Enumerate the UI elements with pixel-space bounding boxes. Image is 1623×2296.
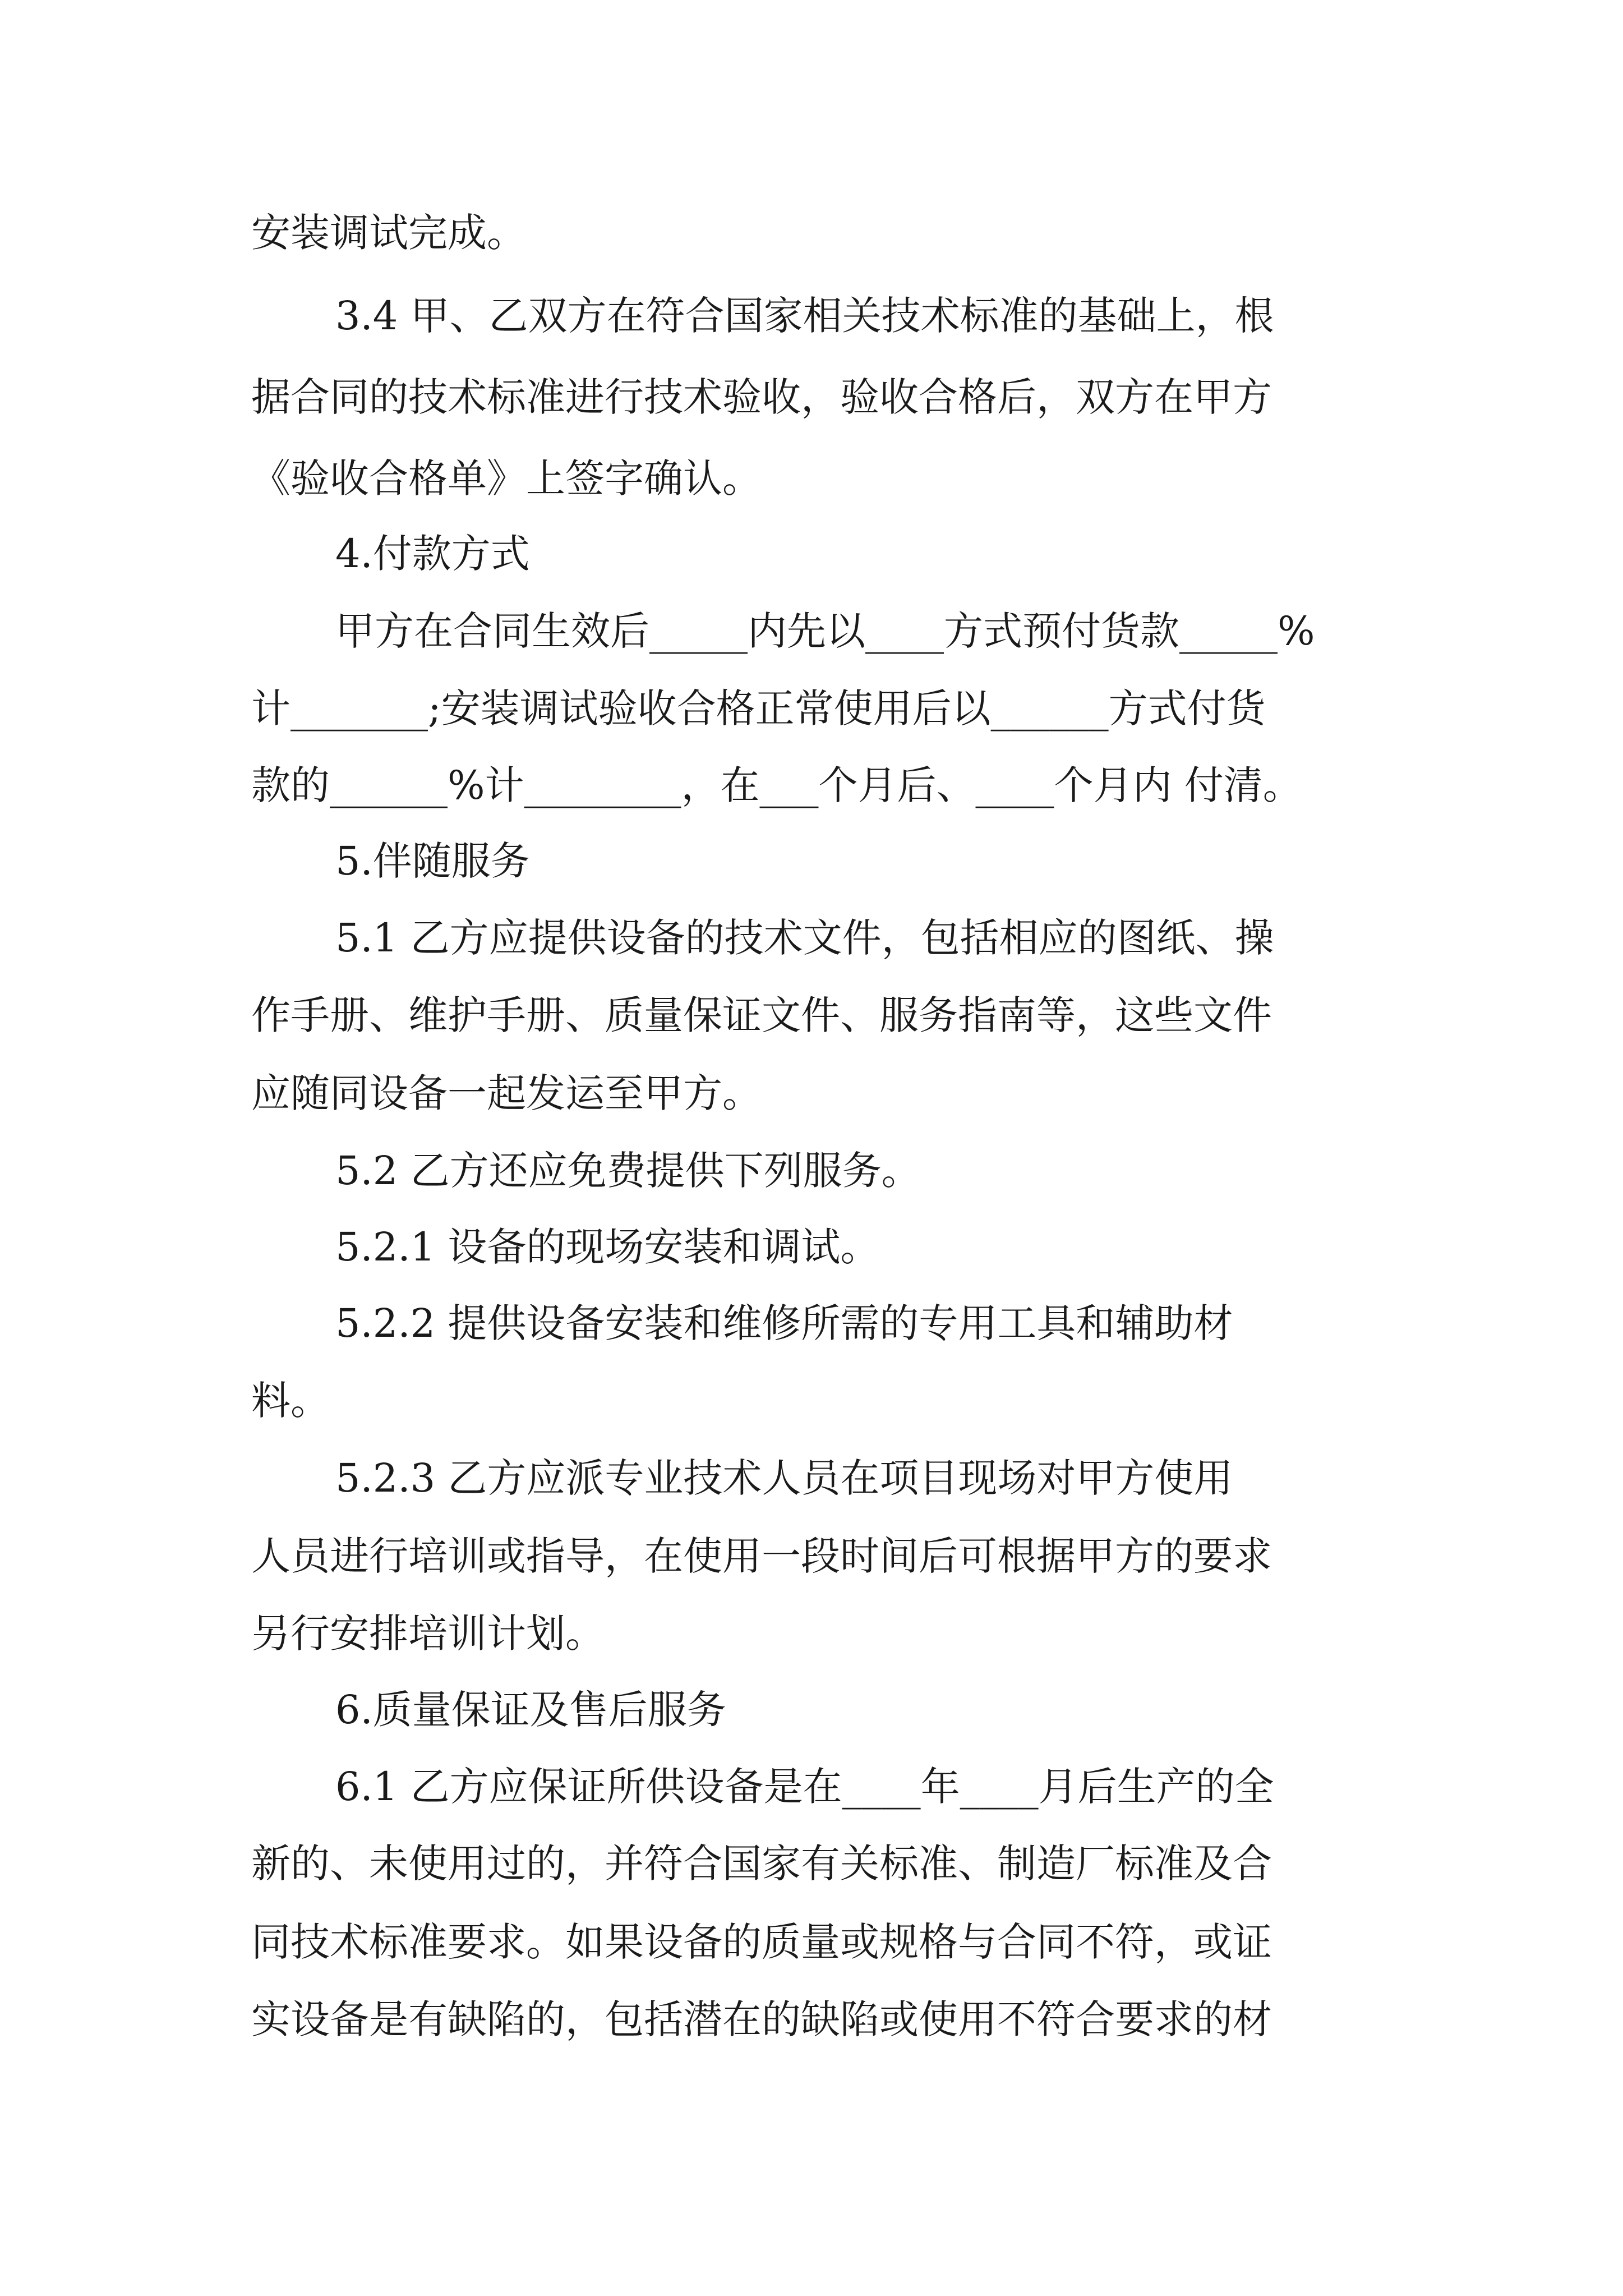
- text-line: 据合同的技术标准进行技术验收，验收合格后，双方在甲方: [251, 374, 1272, 420]
- text-line: 5.1 乙方应提供设备的技术文件，包括相应的图纸、操: [335, 915, 1274, 961]
- text-line: 款的______%计________，在___个月后、____个月内 付清。: [251, 762, 1302, 808]
- text-line: 料。: [251, 1378, 330, 1424]
- text-line: 甲方在合同生效后_____内先以____方式预付货款_____%: [335, 608, 1315, 654]
- text-line: 5.2.1 设备的现场安装和调试。: [335, 1224, 880, 1270]
- text-line: 《验收合格单》上签字确认。: [251, 455, 762, 501]
- text-line: 作手册、维护手册、质量保证文件、服务指南等，这些文件: [251, 992, 1272, 1038]
- text-line: 5.2.3 乙方应派专业技术人员在项目现场对甲方使用: [335, 1455, 1233, 1501]
- text-line: 6.1 乙方应保证所供设备是在____年____月后生产的全: [335, 1764, 1274, 1810]
- text-line: 新的、未使用过的，并符合国家有关标准、制造厂标准及合: [251, 1841, 1272, 1887]
- text-line: 计_______;安装调试验收合格正常使用后以______方式付货: [251, 685, 1266, 731]
- text-line: 实设备是有缺陷的，包括潜在的缺陷或使用不符合要求的材: [251, 1996, 1272, 2042]
- section-heading: 5.伴随服务: [335, 838, 530, 884]
- text-line: 应随同设备一起发运至甲方。: [251, 1070, 762, 1116]
- section-heading: 4.付款方式: [335, 531, 530, 577]
- section-heading: 6.质量保证及售后服务: [335, 1687, 726, 1733]
- text-line: 同技术标准要求。如果设备的质量或规格与合同不符，或证: [251, 1919, 1272, 1965]
- text-line: 安装调试完成。: [251, 210, 526, 256]
- text-line: 5.2.2 提供设备安装和维修所需的专用工具和辅助材: [335, 1300, 1233, 1346]
- text-line: 另行安排培训计划。: [251, 1611, 605, 1657]
- text-line: 3.4 甲、乙双方在符合国家相关技术标准的基础上，根: [335, 293, 1274, 339]
- text-line: 5.2 乙方还应免费提供下列服务。: [335, 1148, 921, 1194]
- text-line: 人员进行培训或指导，在使用一段时间后可根据甲方的要求: [251, 1533, 1272, 1579]
